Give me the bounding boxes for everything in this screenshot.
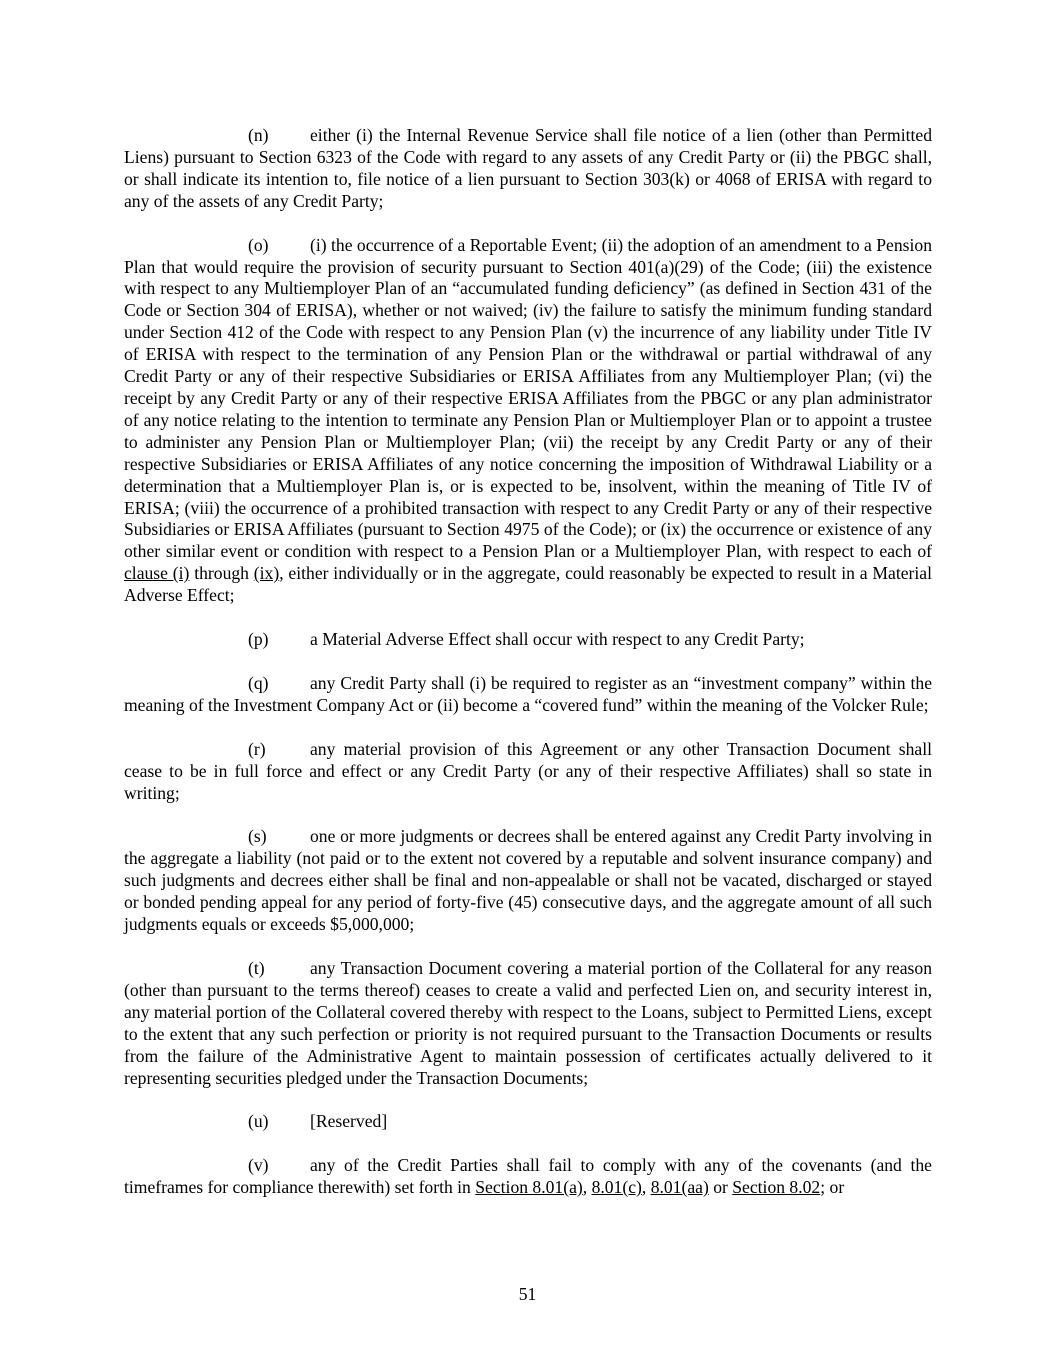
- clause-text: any Transaction Document covering a material portion of the Collateral for any reason (other than pursuant to the terms thereof) ceases to create a valid and perfected Lien on, and security interest in, any material portion of the Collateral covered thereby with respect to the Loans, subject to Permitted Liens, except to the extent that any such perfection or priority is not required pursuant to the Transaction Documents or results from the failure of the Administrative Agent to maintain possession of certificates actually delivered to it representing securities pledged under the Transaction Documents;: [124, 958, 932, 1088]
- clause-p: [124, 629, 932, 651]
- clause-q: [124, 673, 932, 717]
- clause-label: (n): [248, 125, 269, 145]
- clause-text: either (i) the Internal Revenue Service shall file notice of a lien (other than Permitted Liens) pursuant to Section 6323 of the Code with regard to any assets of any Credit Party or (ii) the PBGC shall, or shall indicate its intention to, file notice of a lien pursuant to Section 303(k) or 4068 of ERISA with regard to any of the assets of any Credit Party;: [124, 125, 932, 211]
- clause-text: through: [189, 563, 254, 584]
- separator: or: [708, 1177, 733, 1198]
- clause-label: (o): [248, 234, 269, 255]
- clause-v: [124, 1155, 932, 1199]
- clause-s: [124, 826, 932, 936]
- clause-r: [124, 739, 932, 805]
- cross-reference: Section 8.01(a): [475, 1177, 583, 1198]
- clause-t: [124, 958, 932, 1089]
- cross-reference: 8.01(aa): [650, 1177, 709, 1198]
- cross-reference: Section 8.02: [732, 1177, 821, 1198]
- clause-label: (t): [248, 958, 265, 978]
- separator: ,: [582, 1177, 592, 1198]
- cross-reference: clause (i): [124, 563, 190, 584]
- clause-text: ; or: [820, 1177, 845, 1198]
- clause-text: [Reserved]: [310, 1111, 388, 1132]
- document-body: [124, 125, 932, 1221]
- clause-label: (v): [248, 1155, 269, 1176]
- clause-u: [124, 1111, 932, 1133]
- clause-text: , either individually or in the aggregate, could reasonably be expected to result in a Material Adverse Effect;: [124, 563, 932, 606]
- clause-text: a Material Adverse Effect shall occur with respect to any Credit Party;: [310, 629, 805, 650]
- clause-label: (p): [248, 629, 269, 650]
- clause-text: (i) the occurrence of a Reportable Event; (ii) the adoption of an amendment to a Pension Plan that would require the provision of security pursuant to Section 401(a)(29) of the Code; (iii) the existence with respect to any Multiemployer Plan of an “accumulated funding deficiency” (as defined in Section 431 of the Code or Section 304 of ERISA), whether or not waived; (iv) the failure to satisfy the minimum funding standard under Section 412 of the Code with respect to any Pension Plan (v) the incurrence of any liability under Title IV of ERISA with respect to the termination of any Pension Plan or the withdrawal or partial withdrawal of any Credit Party or any of their respective Subsidiaries or ERISA Affiliates from any Multiemployer Plan; (vi) the receipt by any Credit Party or any of their respective ERISA Affiliates from the PBGC or any plan administrator of any notice relating to the intention to terminate any Pension Plan or Multiemployer Plan or to appoint a trustee to administer any Pension Plan or Multiemployer Plan; (vii) the receipt by any Credit Party or any of their respective Subsidiaries or ERISA Affiliates of any notice concerning the imposition of Withdrawal Liability or a determination that a Multiemployer Plan is, or is expected to be, insolvent, within the meaning of Title IV of ERISA; (viii) the occurrence of a prohibited transaction with respect to any Credit Party or any of their respective Subsidiaries or ERISA Affiliates (pursuant to Section 4975 of the Code); or (ix) the occurrence or existence of any other similar event or condition with respect to a Pension Plan or a Multiemployer Plan, with respect to each of: [124, 234, 932, 562]
- cross-reference: 8.01(c): [591, 1177, 642, 1198]
- clause-n: [124, 125, 932, 213]
- clause-label: (r): [248, 738, 266, 759]
- clause-text: one or more judgments or decrees shall be entered against any Credit Party involving in the aggregate a liability (not paid or to the extent not covered by a reputable and solvent insurance company) and such judgments and decrees either shall be final and non-appealable or shall not be vacated, discharged or stayed or bonded pending appeal for any period of forty-five (45) consecutive days, and the aggregate amount of all such judgments equals or exceeds $5,000,000;: [124, 826, 932, 935]
- clause-text: any Credit Party shall (i) be required to register as an “investment company” within the meaning of the Investment Company Act or (ii) become a “covered fund” within the meaning of the Volcker Rule;: [124, 672, 932, 715]
- page-number: 51: [518, 1284, 537, 1304]
- cross-reference: (ix): [253, 563, 280, 584]
- separator: ,: [641, 1177, 651, 1198]
- clause-text: any of the Credit Parties shall fail to comply with any of the covenants (and the timeframes for compliance therewith) set forth in: [124, 1155, 932, 1198]
- clause-label: (q): [248, 672, 269, 693]
- clause-text: any material provision of this Agreement or any other Transaction Document shall cease to be in full force and effect or any Credit Party (or any of their respective Affiliates) shall so state in writing;: [124, 738, 932, 803]
- clause-label: (s): [248, 826, 267, 847]
- clause-label: (u): [248, 1111, 269, 1132]
- clause-o: [124, 235, 932, 607]
